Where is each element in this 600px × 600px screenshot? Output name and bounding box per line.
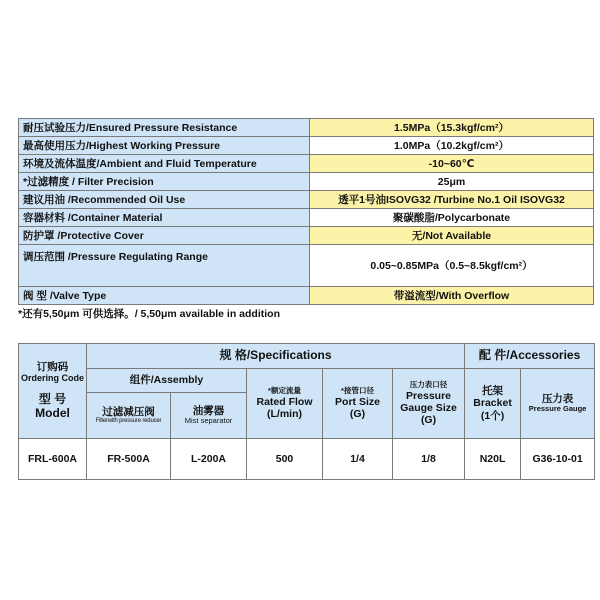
accessories-header: 配 件/Accessories <box>465 344 595 369</box>
spec-label: 耐压试验压力/Ensured Pressure Resistance <box>19 119 310 137</box>
spec-value: 聚碳酸脂/Polycarbonate <box>310 209 594 227</box>
filter-regulator-cn: 过滤减压阀 <box>102 406 155 419</box>
gauge-size-unit: (G) <box>420 413 437 426</box>
cell-port-size: 1/4 <box>323 439 393 480</box>
cell-filter-regulator: FR-500A <box>87 439 171 480</box>
spec-value: 1.5MPa（15.3kgf/cm²） <box>310 119 594 137</box>
order-code-en: Ordering Code <box>20 373 84 384</box>
spec-row <box>19 119 594 137</box>
port-size-en: Port Size <box>335 395 380 408</box>
spec-value: 0.05~0.85MPa（0.5~8.5kgf/cm²） <box>310 245 594 287</box>
pressure-gauge-cn: 压力表 <box>541 393 574 406</box>
spec-label: 最高使用压力/Highest Working Pressure <box>19 137 310 155</box>
filter-regulator-header <box>87 393 171 439</box>
spec-label: 防护罩 /Protective Cover <box>19 227 310 245</box>
mist-separator-header <box>171 393 247 439</box>
spec-row <box>19 173 594 191</box>
cell-bracket: N20L <box>465 439 521 480</box>
port-size-unit: (G) <box>349 407 366 420</box>
table-row <box>19 439 595 480</box>
mist-separator-en: Mist separator <box>184 416 233 426</box>
filter-regulator-en: Filterwith pressure reducer <box>95 418 162 425</box>
spec-row <box>19 137 594 155</box>
gauge-size-en2: Gauge Size <box>400 401 457 414</box>
spec-label: 容器材料 /Container Material <box>19 209 310 227</box>
bracket-unit: (1个) <box>480 409 505 422</box>
rated-flow-en: Rated Flow <box>256 395 313 408</box>
cell-pressure-gauge: G36-10-01 <box>521 439 595 480</box>
header-row <box>19 369 595 393</box>
pressure-gauge-en: Pressure Gauge <box>528 404 587 414</box>
header-row <box>19 344 595 369</box>
specification-table <box>18 118 594 305</box>
spec-row <box>19 209 594 227</box>
spec-value: 1.0MPa（10.2kgf/cm²） <box>310 137 594 155</box>
spec-label: 调压范围 /Pressure Regulating Range <box>19 245 310 287</box>
spec-label: 环境及流体温度/Ambient and Fluid Temperature <box>19 155 310 173</box>
model-cn: 型 号 <box>38 392 67 407</box>
spec-row <box>19 227 594 245</box>
port-size-cn: *接管口径 <box>341 386 374 396</box>
gauge-size-header <box>393 369 465 439</box>
gauge-size-en1: Pressure <box>406 389 451 402</box>
cell-gauge-size: 1/8 <box>393 439 465 480</box>
spec-label: *过滤精度 / Filter Precision <box>19 173 310 191</box>
assembly-header: 组件/Assembly <box>87 369 247 393</box>
spec-value: -10~60℃ <box>310 155 594 173</box>
cell-rated-flow: 500 <box>247 439 323 480</box>
model-en: Model <box>35 406 70 421</box>
spec-value: 25μm <box>310 173 594 191</box>
mist-separator-cn: 油雾器 <box>192 405 225 418</box>
pressure-gauge-header <box>521 369 595 439</box>
spec-value: 透平1号油ISOVG32 /Turbine No.1 Oil ISOVG32 <box>310 191 594 209</box>
spec-label: 阀 型 /Valve Type <box>19 287 310 305</box>
port-size-header <box>323 369 393 439</box>
product-table <box>18 343 595 480</box>
bracket-en: Bracket <box>473 397 512 410</box>
availability-note: *还有5,50μm 可供选择。/ 5,50μm available in addition <box>18 308 281 320</box>
cell-mist-separator: L-200A <box>171 439 247 480</box>
spec-value: 无/Not Available <box>310 227 594 245</box>
model-header <box>19 344 87 439</box>
specifications-header: 规 格/Specifications <box>87 344 465 369</box>
rated-flow-cn: *额定流量 <box>268 386 301 396</box>
bracket-header <box>465 369 521 439</box>
spec-label: 建议用油 /Recommended Oil Use <box>19 191 310 209</box>
spec-value: 带溢流型/With Overflow <box>310 287 594 305</box>
order-code-cn: 订购码 <box>36 361 69 373</box>
spec-row <box>19 245 594 287</box>
rated-flow-unit: (L/min) <box>267 407 302 420</box>
bracket-cn: 托架 <box>482 385 504 398</box>
spec-row <box>19 155 594 173</box>
rated-flow-header <box>247 369 323 439</box>
spec-row <box>19 191 594 209</box>
gauge-size-cn: 压力表口径 <box>409 380 448 390</box>
cell-model: FRL-600A <box>19 439 87 480</box>
spec-row <box>19 287 594 305</box>
